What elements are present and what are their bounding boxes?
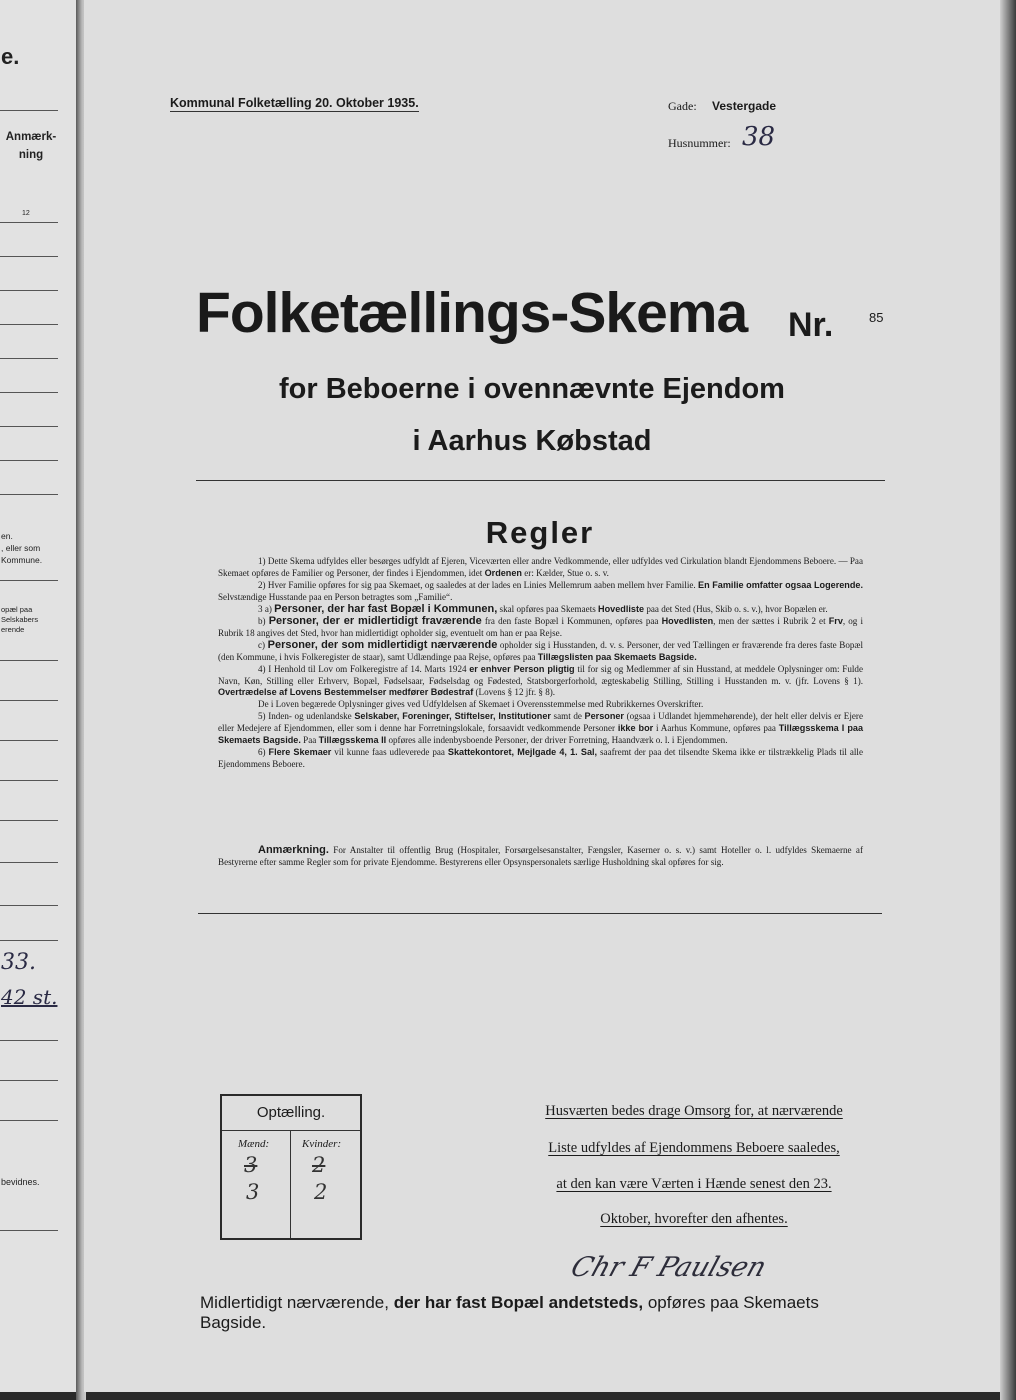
rule-3c: c) Personer, der som midlertidigt nærværende opholder sig i Husstanden, d. v. s. Personer, der ved Tællingen er fraværende fra deres faste Bopæl (den Kommune, i hvis Folkeregister de staar), samt Udlændinge paa Rejse, opføres paa Tillægslisten paa Skemaets Bagside. [218,638,864,662]
rule-6: 6) Flere Skemaer vil kunne faas udleverede paa Skattekontoret, Mejlgade 4, 1. Sal, saafremt der paa det tilsendte Skema ikke er tilstrækkelig Plads til alle Ejendommens Beboere. [218,747,863,770]
women-count-struck: 2 [312,1153,326,1177]
left-page-rule [0,740,58,741]
left-page-rule [0,862,58,863]
left-page-fragment [0,0,76,1392]
form-number-label: Nr. [788,306,834,344]
rule-4-cont: De i Loven begærede Oplysninger gives ved Udfyldelsen af Skemaet i Overensstemmelse med Rubrikkernes Overskrifter. [258,699,704,710]
subtitle-line-2: i Aarhus Købstad [412,425,652,457]
count-box-title: Optælling. [256,1104,326,1121]
men-count-struck: 3 [244,1153,258,1177]
count-box [220,1094,362,1240]
left-page-rule [0,1080,58,1081]
left-page-top-fragment: e. [1,44,20,69]
men-count: 3 [246,1180,260,1204]
rule-4: 4) I Henhold til Lov om Folkeregistre af 14. Marts 1924 er enhver Person pligtig til for sig og Medlemmer af sin Husstand, at meddele Oplysninger om: Fulde Navn, Køn, Stilling eller Erhverv, Bopæl, Fødselsaar, Fødselsdag og Fødested, Statsborgerforhold, ægteskabelig Stilling, Stilling i Husstanden m. v. (jfr. Lovens § 1). Overtrædelse af Lovens Bestemmelser medfører Bødestraf (Lovens § 12 jfr. § 8). [218,663,863,698]
left-page-handwriting-1: 33. [1,950,36,975]
left-page-rule [0,324,58,325]
left-page-rule [0,110,58,111]
form-title: Folketællings-Skema [196,281,748,345]
left-page-note-b: opæl paa Selskabers erende [1,605,39,634]
left-page-col-number: 12 [22,210,30,217]
page-edge [1000,0,1016,1400]
divider-bottom [198,913,882,914]
rule-2: 2) Hver Familie opføres for sig paa Skemaet, og saaledes at der lades en Linies Mellemrum aaben mellem hver Familie. En Familie omfatter ogsaa Logerende. Selvstændige Husstande paa en Person betragtes som „Familie“. [218,579,863,602]
left-page-rule [0,358,58,359]
left-page-rule [0,290,58,291]
left-page-handwriting-2: 42 st. [1,985,58,1009]
form-number-value: 85 [869,310,884,325]
left-page-note-a: en. , eller som Kommune. [1,531,43,565]
left-page-rule [0,905,58,906]
rule-5: 5) Inden- og udenlandske Selskaber, Foreninger, Stiftelser, Institutioner samt de Personer (ogsaa i Udlandet hjemmehørende), der helt eller delvis er Ejere eller Medejere af Ejendommen, eller som i denne har Forretningslokale, forsaavidt vedkommende Personer ikke bor i Aarhus Kommune, opføres paa Tillægsskema I paa Skemaets Bagside. Paa Tillægsskema II opføres alle indenbysboende Personer, der driver Forretning, Haandværk o. l. i Ejendommen. [218,711,864,746]
divider-top [196,480,885,481]
left-page-rule [0,1230,58,1231]
left-page-rule [0,940,58,941]
instruction-line-3: at den kan være Værten i Hænde senest den 23. [556,1176,832,1192]
signature: Chr F Paulsen [566,1252,771,1283]
men-label: Mænd: [238,1138,270,1150]
street-label: Gade: [668,99,697,113]
left-page-rule [0,580,58,581]
left-page-heading: Anmærk- ning [5,131,57,161]
left-page-rule [0,700,58,701]
left-page-rule [0,820,58,821]
remark-label: Anmærkning. [258,844,329,856]
census-heading: Kommunal Folketælling 20. Oktober 1935. [170,96,419,110]
rules-text [218,556,863,771]
instruction-line-4: Oktober, hvorefter den afhentes. [600,1211,788,1227]
rule-1: 1) Dette Skema udfyldes eller besørges udfyldt af Ejeren, Viceværten eller andre Vedkommende, eller udfyldes ved Cirkulation blandt Ejendommens Beboere. — Paa Skemaet opføres de Familier og Personer, der findes i Ejendommen, idet Ordenen er: Kælder, Stue o. s. v. [218,556,863,578]
rule-3a: 3 a) Personer, der har fast Bopæl i Kommunen, skal opføres paa Skemaets Hovedliste paa det Sted (Hus, Skib o. s. v.), hvor Bopælen er. [258,602,828,615]
left-page-rule [0,1120,58,1121]
left-page-rule [0,494,58,495]
house-number-value: 38 [742,122,776,152]
street-value: Vestergade [712,99,777,113]
left-page-bottom-text: bevidnes. [1,1177,40,1187]
left-page-rule [0,780,58,781]
left-page-rule [0,660,58,661]
rule-3b: b) Personer, der er midlertidigt fraværende fra den faste Bopæl i Kommunen, opføres paa Hovedlisten, men der sættes i Rubrik 2 et Frv, og i Rubrik 18 angives det Sted, hvor han midlertidigt opholder sig, eventuelt om han er paa Rejse. [218,614,863,638]
rules-heading: Regler [485,515,595,550]
instruction-line-2: Liste udfyldes af Ejendommens Beboere saaledes, [548,1140,840,1156]
left-page-rule [0,460,58,461]
left-page-rule [0,1040,58,1041]
women-count: 2 [314,1180,328,1204]
remark-text: Anmærkning. For Anstalter til offentlig Brug (Hospitaler, Forsørgelsesanstalter, Fængsler, Kaserner o. s. v.) samt Hoteller o. l. udfyldes Skemaerne af Bestyrerne efter samme Regler som for private Ejendomme. Bestyrerens eller Opsynspersonalets særlige Husholdning skal opføres for sig. [218,844,863,867]
footer-note: Midlertidigt nærværende, der har fast Bopæl andetsteds, opføres paa Skemaets Bagside. [200,1293,819,1332]
subtitle-line-1: for Beboerne i ovennævnte Ejendom [279,373,785,405]
left-page-rule [0,256,58,257]
instruction-line-1: Husværten bedes drage Omsorg for, at nærværende [545,1103,843,1119]
house-number-label: Husnummer: [668,136,731,150]
women-label: Kvinder: [302,1138,342,1150]
left-page-rule [0,222,58,223]
